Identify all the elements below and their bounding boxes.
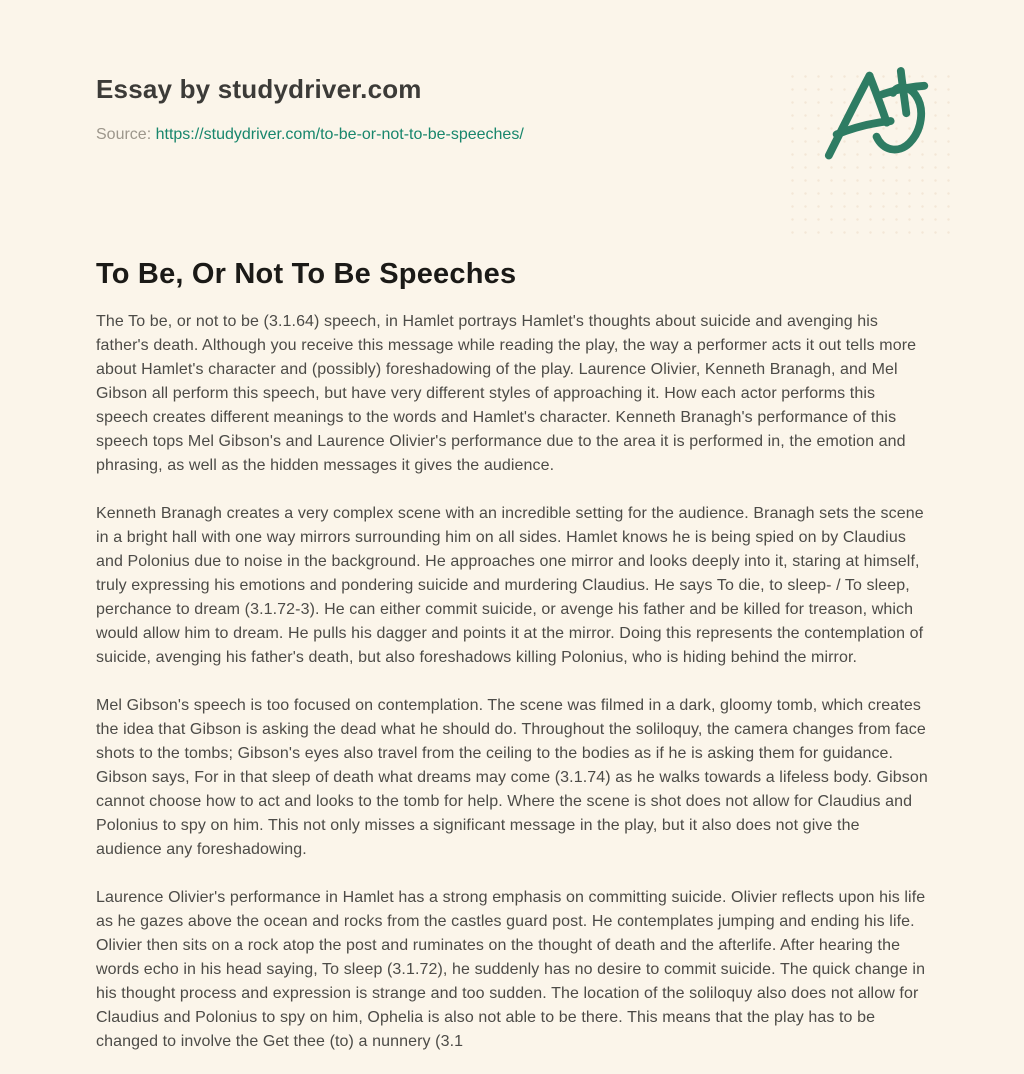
a-plus-logo-icon (820, 60, 930, 168)
source-url-link[interactable]: https://studydriver.com/to-be-or-not-to-be-speeches/ (155, 126, 524, 143)
source-label: Source: (96, 126, 152, 143)
source-line (96, 125, 928, 145)
essay-content (96, 74, 928, 1054)
essay-title: To Be, Or Not To Be Speeches (96, 258, 517, 290)
essay-paragraph: Mel Gibson's speech is too focused on contemplation. The scene was filmed in a dark, gloomy tomb, which creates the idea that Gibson is asking the dead what he should do. Throughout the soliloquy, the camera changes from face shots to the tombs; Gibson's eyes also travel from the ceiling to the bodies as if he is asking them for guidance. Gibson says, For in that sleep of death what dreams may come (3.1.74) as he walks towards a lifeless body. Gibson cannot choose how to act and looks to the tomb for help. Where the scene is shot does not allow for Claudius and Polonius to spy on him. This not only misses a significant message in the play, but it also does not give the audience any foreshadowing. (96, 697, 928, 858)
page-title: Essay by studydriver.com (96, 74, 422, 104)
essay-paragraph: Laurence Olivier's performance in Hamlet has a strong emphasis on committing suicide. Olivier reflects upon his life as he gazes above the ocean and rocks from the castles guard post. He contemplates jumping and ending his life. Olivier then sits on a rock atop the post and ruminates on the thought of death and the afterlife. After hearing the words echo in his head saying, To sleep (3.1.72), he suddenly has no desire to commit suicide. The quick change in his thought process and expression is strange and too sudden. The location of the soliloquy also does not allow for Claudius and Polonius to spy on him, Ophelia is also not able to be there. This means that the play has to be changed to involve the Get thee (to) a nunnery (3.1 (96, 889, 926, 1050)
essay-paragraph: The To be, or not to be (3.1.64) speech, in Hamlet portrays Hamlet's thoughts about suicide and avenging his father's death. Although you receive this message while reading the play, the way a performer acts it out tells more about Hamlet's character and (possibly) foreshadowing of the play. Laurence Olivier, Kenneth Branagh, and Mel Gibson all perform this speech, but have very different styles of approaching it. How each actor performs this speech creates different meanings to the words and Hamlet's character. Kenneth Branagh's performance of this speech tops Mel Gibson's and Laurence Olivier's performance due to the area it is performed in, the emotion and phrasing, as well as the hidden messages it gives the audience. (96, 313, 917, 474)
essay-paragraph: Kenneth Branagh creates a very complex scene with an incredible setting for the audience. Branagh sets the scene in a bright hall with one way mirrors surrounding him on all sides. Hamlet knows he is being spied on by Claudius and Polonius due to noise in the background. He approaches one mirror and looks deeply into it, staring at himself, truly expressing his emotions and pondering suicide and murdering Claudius. He says To die, to sleep- / To sleep, perchance to dream (3.1.72-3). He can either commit suicide, or avenge his father and be killed for treason, which would allow him to dream. He pulls his dagger and points it at the mirror. Doing this represents the contemplation of suicide, avenging his father's death, but also foreshadows killing Polonius, who is hiding behind the mirror. (96, 505, 924, 666)
essay-body (96, 310, 928, 1054)
